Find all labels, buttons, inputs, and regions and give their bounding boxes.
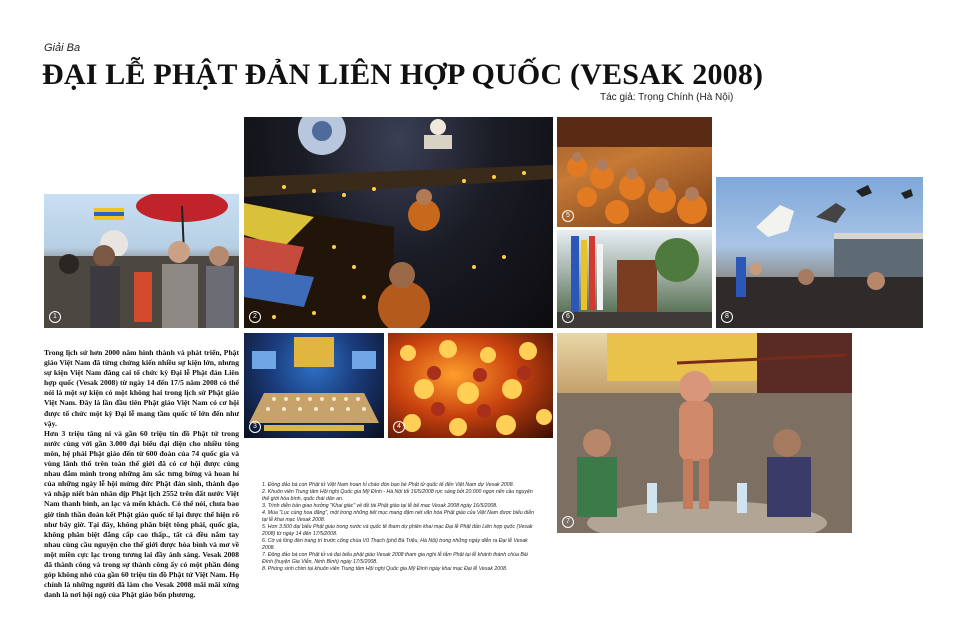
photo-4 xyxy=(557,230,712,328)
photo-number: 7 xyxy=(562,516,574,528)
caption-item: 8. Phóng sinh chim tại khuôn viên Trung tâm Hội nghị Quốc gia Mỹ Đình ngày khai mạc Đại lễ Vesak 2008. xyxy=(262,566,508,572)
caption-item: 6. Cờ và lồng đèn trang trí trước cổng chùa Vũ Thạch (phố Bà Triệu, Hà Nội) trong những ngày diễn ra Đại lễ Vesak 2008. xyxy=(262,538,528,551)
page-title: ĐẠI LỄ PHẬT ĐẢN LIÊN HỢP QUỐC (VESAK 2008) xyxy=(42,58,764,91)
photo-4-illustration xyxy=(557,230,712,328)
caption-item: 1. Đồng đảo bà con Phật tử Việt Nam hoan hỉ chào đón bạn bè Phật tử quốc tế đến Việt Nam dự Vesak 2008. xyxy=(262,482,515,488)
award-label: Giải Ba xyxy=(44,42,81,54)
photo-6 xyxy=(244,333,384,438)
caption-item: 4. Múa "Lục cúng hoa đăng", một trong những tiết mục mang đậm nét văn hóa Phật giáo của Việt Nam được biểu diễn tại lễ khai mạc Vesak 2008. xyxy=(262,510,534,523)
photo-8-illustration xyxy=(557,333,852,533)
photo-1-illustration xyxy=(44,194,239,328)
photo-number: 2 xyxy=(249,311,261,323)
caption-item: 7. Đông đảo bà con Phật tử và đại biểu phật giáo Vesak 2008 tham gia nghi lễ tắm Phật tại lễ khánh thành chùa Bái Đính (huyện Gia Viễn, Ninh Bình) ngày 17/5/2008. xyxy=(262,552,528,565)
photo-number: 3 xyxy=(249,421,261,433)
photo-number: 8 xyxy=(721,311,733,323)
photo-7 xyxy=(388,333,553,438)
photo-captions xyxy=(262,482,536,573)
article-body xyxy=(44,348,239,600)
caption-item: 5. Hơn 3.500 đại biểu Phật giáo trong nước và quốc tế tham dự phiên khai mạc Đại lễ Phật đản Liên hợp quốc (Vesak 2008) từ ngày 14 đến 17/5/2008. xyxy=(262,524,533,537)
photo-3-illustration xyxy=(557,117,712,227)
photo-6-illustration xyxy=(244,333,384,438)
photo-number: 6 xyxy=(562,311,574,323)
photo-5-illustration xyxy=(716,177,923,328)
photo-7-illustration xyxy=(388,333,553,438)
photo-2-illustration xyxy=(244,117,553,328)
photo-number: 4 xyxy=(393,421,405,433)
photo-5 xyxy=(716,177,923,328)
author-credit: Tác giả: Trọng Chính (Hà Nội) xyxy=(600,92,734,103)
photo-number: 1 xyxy=(49,311,61,323)
photo-number: 5 xyxy=(562,210,574,222)
article-paragraph: Trong lịch sử hơn 2000 năm hình thành và phát triển, Phật giáo Việt Nam đã từng chứng kiến nhiều sự kiện lớn, nhưng sự kiện Việt Nam đăng cai tổ chức kỳ Đại lễ Phật đản Liên hợp quốc (Vesak 2008) từ ngày 14 đến 17/5 năm 2008 có thể nói là một sự kiện có một không hai trong lịch sử Phật giáo Việt Nam. Đây là lần đầu tiên Phật giáo Việt Nam có cơ hội được tổ chức một kỳ Đại lễ mang tầm quốc tế lớn đến như vậy. xyxy=(44,348,239,428)
article-paragraph: Hơn 3 triệu tăng ni và gần 60 triệu tín đồ Phật tử trong nước cùng với gần 3.000 đại biểu đại diện cho nhiều tông môn, hệ phái Phật giáo đến từ 600 đoàn của 74 quốc gia và vùng lãnh thổ trên toàn thế giới đã có cơ hội được cùng nhau đắm mình trong những âm sắc tưng bừng và hoan hỉ của những ngày lễ hội mừng đức Phật đản sinh, thành đạo và nhập niết bàn nhân dịp Phật lịch 2552 trên đất nước Việt Nam thanh bình, an lạc và mến khách. Có thể nói, chưa bao giờ tinh thần đoàn kết Phật giáo quốc tế lại được thể hiện rõ như bây giờ. Tại đây, không phân biệt tông phái, quốc gia, không phân biệt đẳng cấp cao thấp., tất cả đều nắm tay nhau cùng cầu nguyện cho thế giới được hòa bình và mơ về một miền cực lạc trong tương lai đầy ánh sáng. Vesak 2008 đã thành công và trong sự thành công ấy có một phần đóng góp không nhỏ của gần 60 triệu tín đồ Phật tử Việt Nam. Họ chính là những người đã làm cho Vesak 2008 mãi mãi xứng danh là nơi hội ngộ của Phật giáo bốn phương. xyxy=(44,428,239,600)
photo-2 xyxy=(244,117,553,328)
caption-item: 2. Khuôn viên Trung tâm Hội nghị Quốc gia Mỹ Đình - Hà Nội tối 16/5/2008 rực sáng bởi 20.000 ngọn nến cầu nguyện thế giới hòa bình, quốc thái dân an. xyxy=(262,489,533,502)
photo-8 xyxy=(557,333,852,533)
photo-1 xyxy=(44,194,239,328)
photo-3 xyxy=(557,117,712,227)
caption-item: 3. Trình diễn bản giao hưởng "Khai giác" về đề tài Phật giáo tại lễ bế mạc Vesak 2008 ngày 16/5/2008. xyxy=(262,503,498,509)
